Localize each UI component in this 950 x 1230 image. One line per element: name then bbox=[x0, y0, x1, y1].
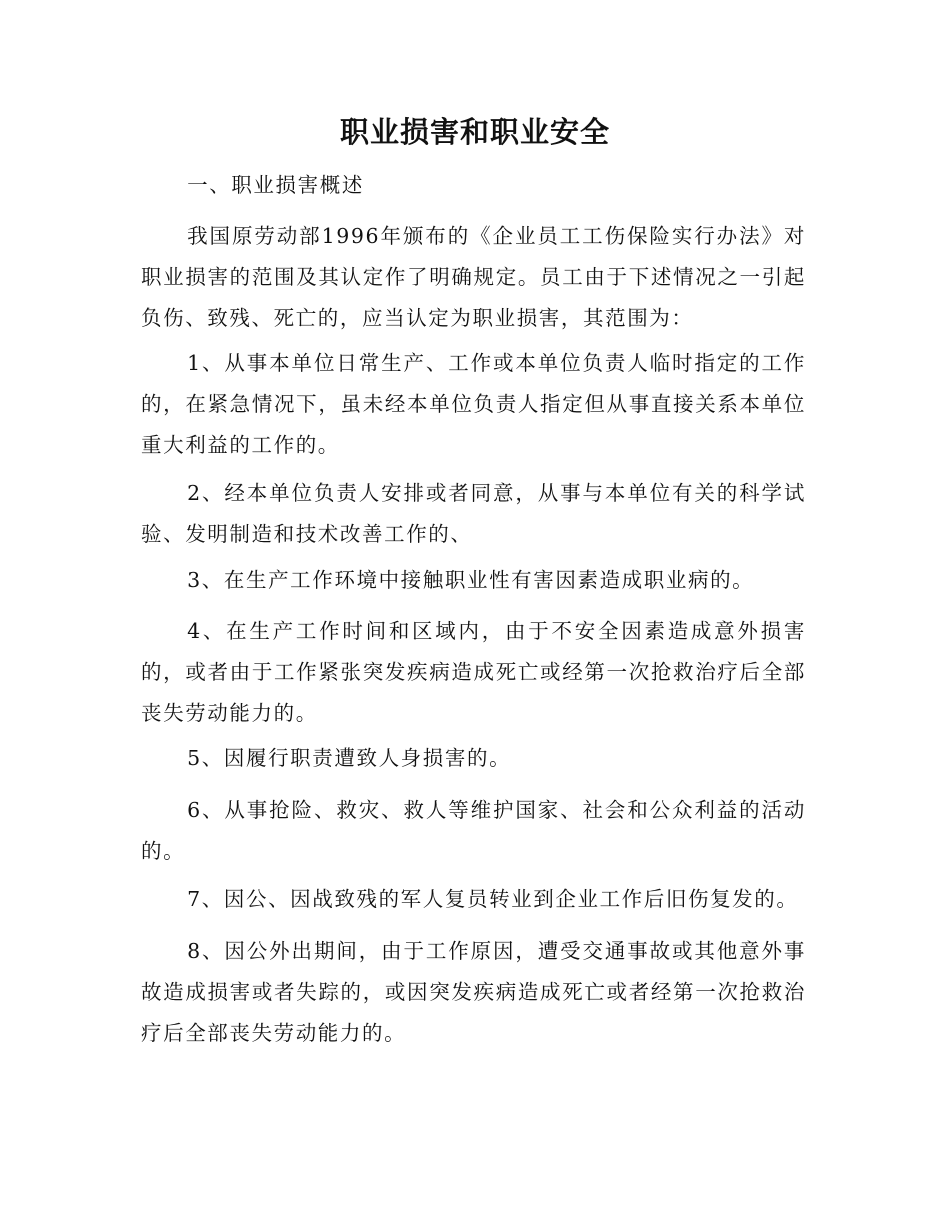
paragraph-item-8: 8、因公外出期间，由于工作原因，遭受交通事故或其他意外事故造成损害或者失踪的，或因突发疾病造成死亡或者经第一次抢救治疗后全部丧失劳动能力的。 bbox=[141, 939, 806, 1045]
section-heading: 一、职业损害概述 bbox=[187, 173, 364, 197]
document-title: 职业损害和职业安全 bbox=[339, 115, 610, 149]
paragraph-item-4: 4、在生产工作时间和区域内，由于不安全因素造成意外损害的，或者由于工作紧张突发疾病造成死亡或经第一次抢救治疗后全部丧失劳动能力的。 bbox=[141, 619, 806, 725]
paragraph-item-5: 5、因履行职责遭致人身损害的。 bbox=[187, 746, 512, 770]
paragraph-item-7: 7、因公、因战致残的军人复员转业到企业工作后旧伤复发的。 bbox=[187, 887, 799, 911]
paragraph-item-2: 2、经本单位负责人安排或者同意，从事与本单位有关的科学试验、发明制造和技术改善工作的、 bbox=[141, 481, 806, 546]
paragraph-item-3: 3、在生产工作环境中接触职业性有害因素造成职业病的。 bbox=[187, 568, 755, 592]
paragraph-item-1: 1、从事本单位日常生产、工作或本单位负责人临时指定的工作的，在紧急情况下，虽未经本单位负责人指定但从事直接关系本单位重大利益的工作的。 bbox=[141, 351, 806, 457]
paragraph-item-6: 6、从事抢险、救灾、救人等维护国家、社会和公众利益的活动的。 bbox=[141, 798, 806, 863]
paragraph-intro: 我国原劳动部1996年颁布的《企业员工工伤保险实行办法》对职业损害的范围及其认定作了明确规定。员工由于下述情况之一引起负伤、致残、死亡的，应当认定为职业损害，其范围为： bbox=[141, 224, 806, 330]
